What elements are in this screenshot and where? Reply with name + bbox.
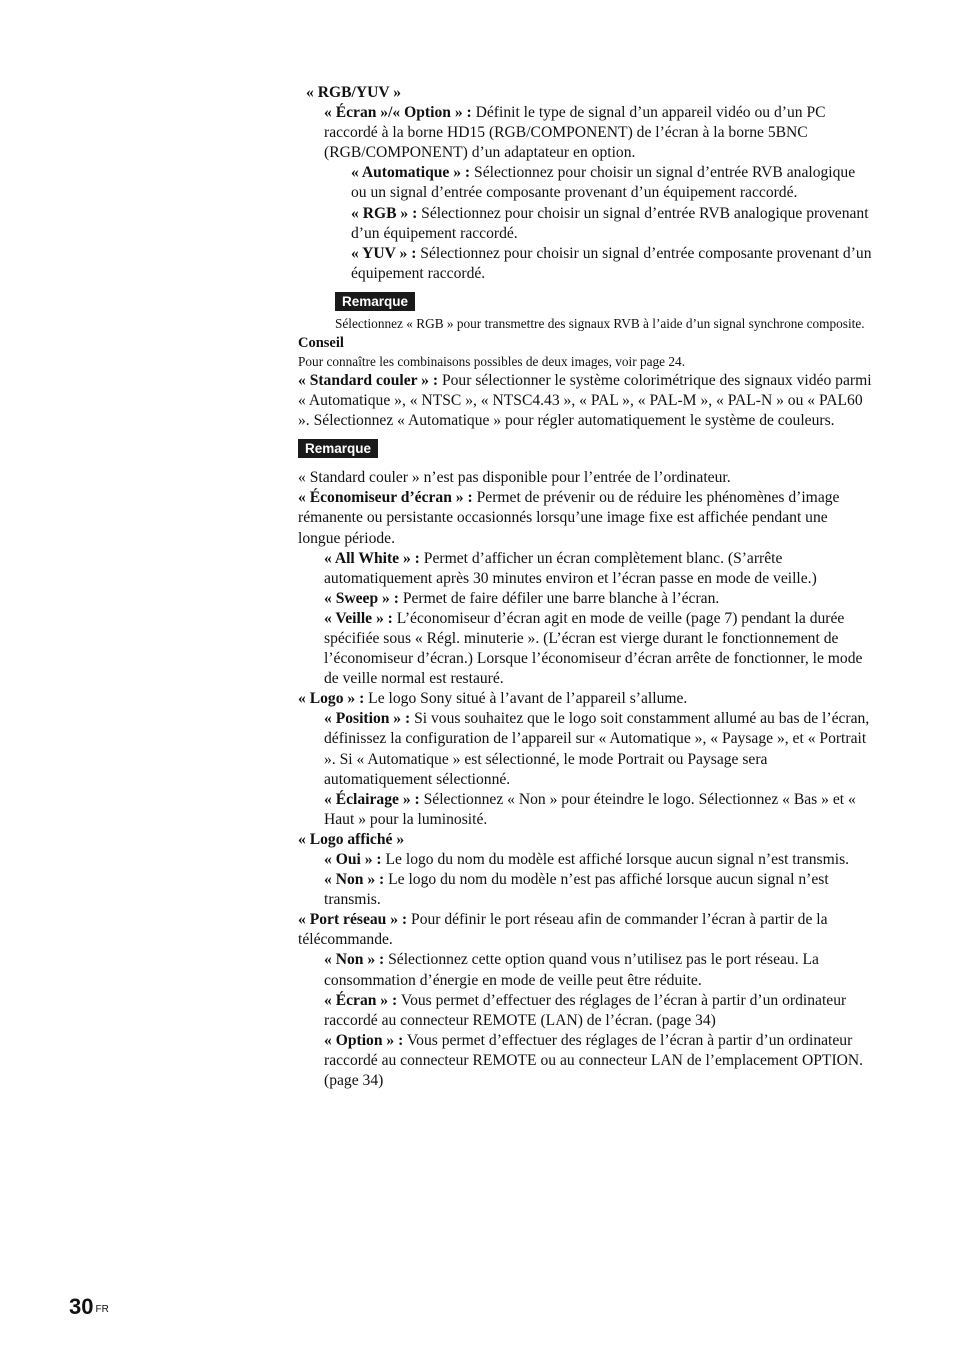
- port-reseau-item: [298, 910, 873, 950]
- conseil-text: Pour connaître les combinaisons possibles de deux images, voir page 24.: [298, 353, 686, 369]
- conseil-heading: Conseil: [298, 334, 344, 351]
- note-badge: Remarque: [298, 439, 378, 458]
- ecran-option-label: « Écran »/« Option » :: [324, 104, 472, 122]
- all-white-item: [298, 549, 873, 589]
- sweep-label: « Sweep » :: [324, 589, 399, 607]
- port-option-item: [298, 1031, 873, 1091]
- veille-text: L’économiseur d’écran agit en mode de veille (page 7) pendant la durée spécifiée sous « Régl. minuterie ». (L’écran est vierge durant le fonctionnement de l’économiseur d’écran.) Lorsque l’économiseur d’écran arrête de fonctionner, le mode de veille normal est restauré.: [324, 609, 863, 688]
- rgb-text: Sélectionnez pour choisir un signal d’entrée RVB analogique provenant d’un équipement raccordé.: [351, 204, 869, 242]
- note-badge: Remarque: [335, 292, 415, 311]
- port-non-item: [298, 950, 873, 990]
- page-footer: [69, 1294, 109, 1320]
- position-item: [298, 709, 873, 789]
- page-content: [298, 83, 873, 1091]
- economiseur-label: « Économiseur d’écran » :: [298, 489, 473, 507]
- logo-label: « Logo » :: [298, 690, 365, 708]
- position-label: « Position » :: [324, 710, 411, 728]
- position-text: Si vous souhaitez que le logo soit constamment allumé au bas de l’écran, définissez la configuration de l’appareil sur « Automatique », « Paysage », et « Portrait ». Si « Automatique » est sélectionné, le mode Portrait ou Paysage sera automatiquement sélectionné.: [324, 710, 870, 788]
- port-option-label: « Option » :: [324, 1031, 404, 1049]
- automatique-text: Sélectionnez pour choisir un signal d’entrée RVB analogique ou un signal d’entrée composante provenant d’un équipement raccordé.: [351, 164, 856, 202]
- logo-affiche-item: [298, 830, 873, 850]
- economiseur-text: Permet de prévenir ou de réduire les phénomènes d’image rémanente ou persistante occasionnés lorsqu’une image fixe est affichée pendant une longue période.: [298, 489, 840, 547]
- rgb-note: [298, 292, 873, 333]
- eclairage-label: « Éclairage » :: [324, 790, 420, 808]
- ecran-option-item: [298, 103, 873, 163]
- logo-item: [298, 689, 873, 709]
- port-option-text: Vous permet d’effectuer des réglages de l’écran à partir d’un ordinateur raccordé au connecteur REMOTE ou au connecteur LAN de l’emplacement OPTION. (page 34): [324, 1031, 864, 1090]
- port-reseau-text: Pour définir le port réseau afin de commander l’écran à partir de la télécommande.: [298, 911, 828, 949]
- standard-couleur-text: Pour sélectionner le système colorimétrique des signaux vidéo parmi « Automatique », « NTSC », « NTSC4.43 », « PAL », « PAL-M », « PAL-N » ou « PAL60 ». Sélectionnez « Automatique » pour régler automatiquement le système de couleurs.: [298, 371, 872, 430]
- port-ecran-item: [298, 991, 873, 1031]
- veille-item: [298, 609, 873, 689]
- port-reseau-label: « Port réseau » :: [298, 911, 408, 929]
- logo-oui-label: « Oui » :: [324, 851, 382, 868]
- ecran-option-text: Définit le type de signal d’un appareil vidéo ou d’un PC raccordé à la borne HD15 (RGB/COMPONENT) de l’écran à la borne 5BNC (RGB/COMPONENT) d’un adaptateur en option.: [324, 104, 826, 162]
- all-white-text: Permet d’afficher un écran complètement blanc. (S’arrête automatiquement après 30 minutes environ et l’écran passe en mode de veille.): [324, 549, 817, 587]
- logo-oui-item: [298, 850, 873, 870]
- rgb-yuv-heading: « RGB/YUV »: [306, 84, 402, 101]
- logo-affiche-label: « Logo affiché »: [298, 830, 405, 848]
- port-non-text: Sélectionnez cette option quand vous n’utilisez pas le port réseau. La consommation d’énergie en mode de veille peut être réduite.: [324, 951, 819, 989]
- economiseur-item: [298, 488, 873, 548]
- port-non-label: « Non » :: [324, 951, 385, 969]
- note-text: Sélectionnez « RGB » pour transmettre des signaux RVB à l’aide d’un signal synchrone composite.: [335, 315, 865, 331]
- automatique-item: [298, 163, 873, 203]
- page-number: 30: [69, 1294, 94, 1319]
- eclairage-item: [298, 790, 873, 830]
- yuv-label: « YUV » :: [351, 244, 417, 262]
- automatique-label: « Automatique » :: [351, 164, 471, 182]
- sweep-item: [298, 589, 873, 609]
- port-ecran-text: Vous permet d’effectuer des réglages de l’écran à partir d’un ordinateur raccordé au connecteur REMOTE (LAN) de l’écran. (page 34): [324, 991, 847, 1029]
- yuv-item: [298, 244, 873, 284]
- logo-non-text: Le logo du nom du modèle n’est pas affiché lorsque aucun signal n’est transmis.: [324, 871, 829, 909]
- port-ecran-label: « Écran » :: [324, 991, 398, 1009]
- logo-non-item: [298, 870, 873, 910]
- rgb-item: [298, 204, 873, 244]
- sweep-text: Permet de faire défiler une barre blanche à l’écran.: [398, 589, 720, 607]
- standard-couleur-label: « Standard couler » :: [298, 371, 439, 389]
- yuv-text: Sélectionnez pour choisir un signal d’entrée composante provenant d’un équipement raccordé.: [351, 244, 872, 282]
- standard-couleur-note-text: « Standard couler » n’est pas disponible pour l’entrée de l’ordinateur.: [298, 469, 731, 487]
- logo-text: Le logo Sony situé à l’avant de l’appareil s’allume.: [364, 690, 688, 708]
- rgb-label: « RGB » :: [351, 204, 418, 222]
- eclairage-text: Sélectionnez « Non » pour éteindre le logo. Sélectionnez « Bas » et « Haut » pour la luminosité.: [324, 790, 856, 828]
- standard-couleur-note: [298, 439, 873, 462]
- language-code: FR: [95, 1304, 109, 1315]
- logo-non-label: « Non » :: [324, 871, 385, 889]
- all-white-label: « All White » :: [324, 549, 420, 567]
- standard-couleur-item: [298, 371, 873, 431]
- logo-oui-text: Le logo du nom du modèle est affiché lorsque aucun signal n’est transmis.: [381, 851, 850, 868]
- veille-label: « Veille » :: [324, 609, 393, 627]
